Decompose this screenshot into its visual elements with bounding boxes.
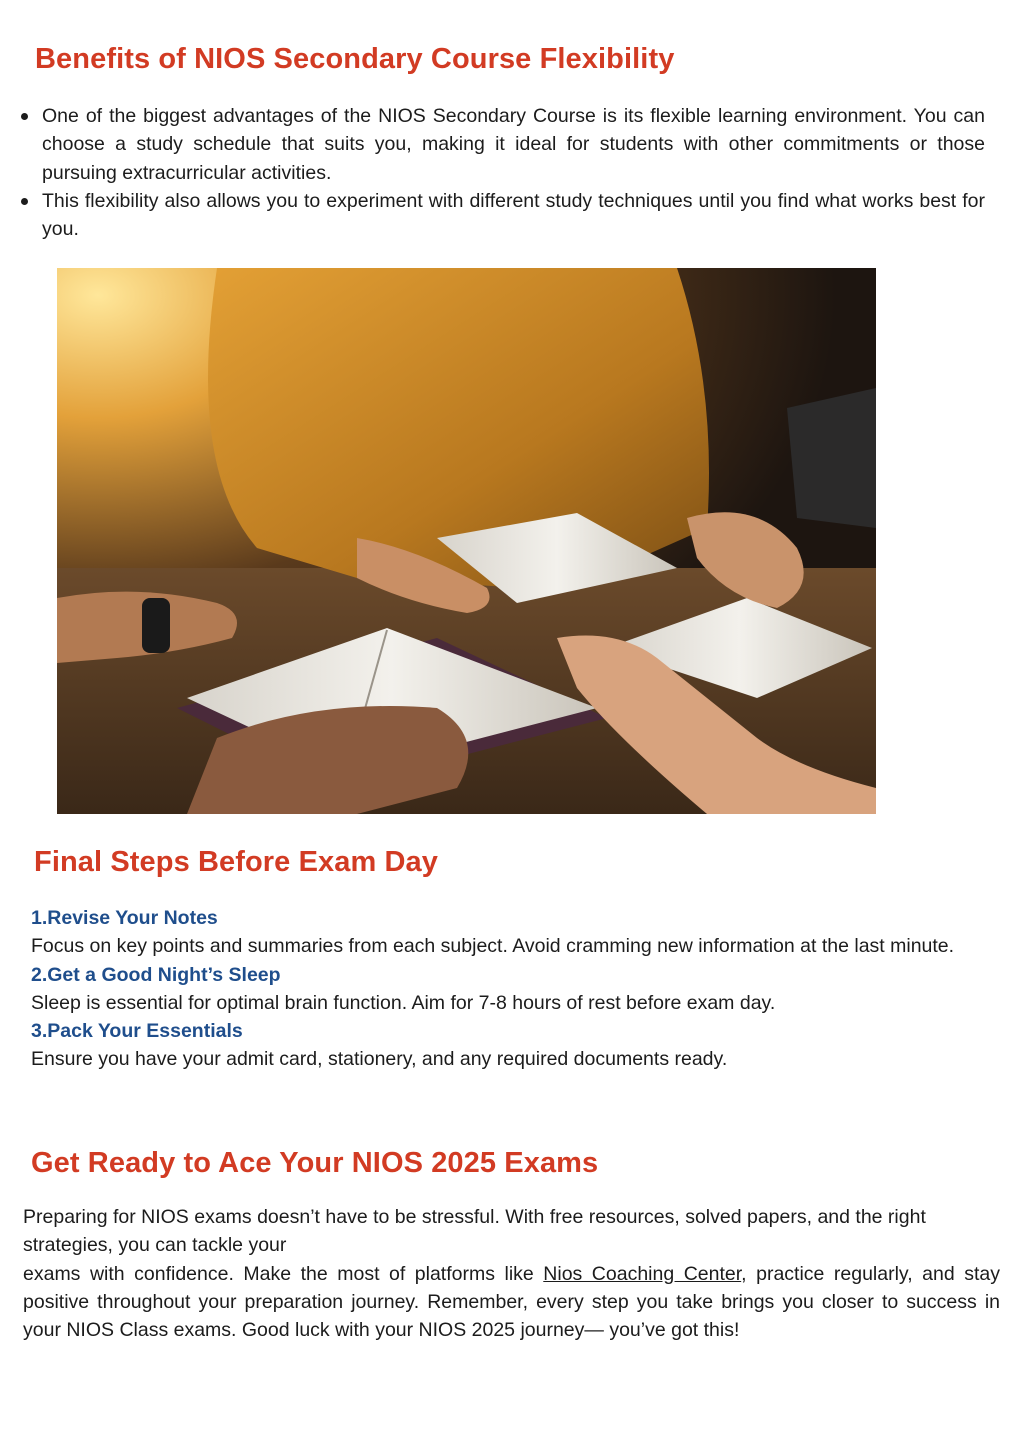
step-title: 3.Pack Your Essentials xyxy=(31,1020,243,1043)
benefits-bullet-list xyxy=(20,102,985,243)
step-body: Ensure you have your admit card, stationery, and any required documents ready. xyxy=(31,1048,728,1071)
section-heading-get-ready: Get Ready to Ace Your NIOS 2025 Exams xyxy=(31,1147,599,1179)
step-title: 1.Revise Your Notes xyxy=(31,907,218,929)
bullet-item: This flexibility also allows you to experiment with different study techniques until you find what works best for you. xyxy=(20,187,985,244)
step-title: 2.Get a Good Night’s Sleep xyxy=(31,963,281,986)
closing-text-after-link: , practice regularly, and stay positive throughout your preparation journey. Remember, every step you take brings you closer to success in your NIOS Class exams. Good luck with your NIOS 2025 journey— you’ve got this! xyxy=(23,1262,1000,1342)
section-heading-final-steps: Final Steps Before Exam Day xyxy=(34,846,439,878)
nios-coaching-center-link[interactable]: Nios Coaching Center xyxy=(543,1262,742,1285)
step-body: Focus on key points and summaries from each subject. Avoid cramming new information at the last minute. xyxy=(31,935,955,958)
final-steps-list xyxy=(31,904,991,1074)
study-group-photo xyxy=(57,268,876,814)
section-heading-benefits: Benefits of NIOS Secondary Course Flexibility xyxy=(35,43,675,75)
bullet-item: One of the biggest advantages of the NIOS Secondary Course is its flexible learning environment. You can choose a study schedule that suits you, making it ideal for students with other commitments or those pursuing extracurricular activities. xyxy=(20,102,985,187)
step-body: Sleep is essential for optimal brain function. Aim for 7-8 hours of rest before exam day. xyxy=(31,991,776,1014)
closing-first-line: Preparing for NIOS exams doesn’t have to be stressful. With free resources, solved papers, and the right strategies, you can tackle your xyxy=(23,1206,926,1257)
closing-paragraph xyxy=(23,1203,1000,1344)
closing-text-before-link: exams with confidence. Make the most of platforms like xyxy=(23,1262,544,1285)
